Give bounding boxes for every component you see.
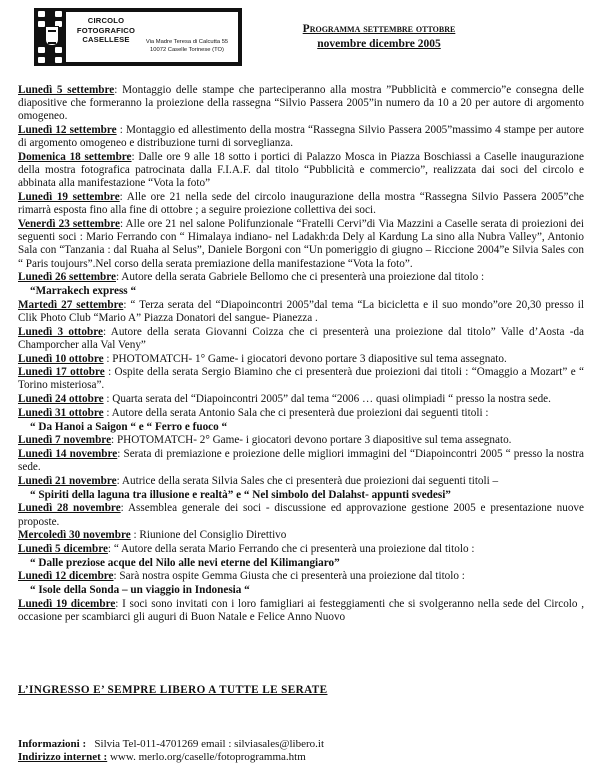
programme-entry	[18, 366, 584, 392]
club-logo	[34, 8, 242, 66]
entry-title: “ Spiriti della laguna tra illusione e realtà” e “ Nel simbolo del Dalahst- appunti svedesi”	[30, 488, 451, 501]
entry-date: Lunedì 14 novembre	[18, 447, 118, 460]
entry-date: Lunedì 17 ottobre	[18, 366, 105, 379]
programme-entry	[18, 529, 584, 542]
entry-title: “ Dalle preziose acque del Nilo alle nevi eterne del Kilimangiaro”	[30, 556, 340, 569]
entry-title: “ Da Hanoi a Saigon “ e “ Ferro e fuoco “	[30, 420, 228, 433]
programme-entry	[18, 393, 584, 406]
entry-text: : Alle ore 21 nella sede del circolo inaugurazione della mostra “Rassegna Silvio Passera 2005”che rimarrà esposta fino alla fine di ottobre ; a seguire proiezione collettiva dei soci.	[18, 191, 585, 217]
entry-text: : Autore della serata Giovanni Coizza che ci presenterà una proiezione dal titolo” Valle d’Aosta -da Champorcher alla Val Veny”	[18, 325, 585, 351]
entry-text: : Autore della serata Gabriele Bellomo che ci presenterà una proiezione dal titolo :	[116, 271, 485, 284]
programme-entry	[18, 448, 584, 474]
info-value: Silvia Tel-011-4701269 email : silviasales@libero.it	[94, 738, 325, 750]
entry-date: Lunedì 12 settembre	[18, 124, 117, 137]
free-entry-notice: L’INGRESSO E’ SEMPRE LIBERO A TUTTE LE SERATE	[18, 684, 328, 696]
club-address: Via Madre Teresa di Calcutta 55 10072 Caselle Torinese (TO)	[145, 39, 229, 53]
entry-date: Lunedì 21 novembre	[18, 474, 117, 487]
programme-entry	[18, 84, 584, 124]
entry-date: Lunedì 31 ottobre	[18, 406, 104, 419]
programme-entry	[18, 191, 584, 217]
entry-date: Lunedì 3 ottobre	[18, 325, 103, 338]
entry-text: : Dalle ore 9 alle 18 sotto i portici di Palazzo Mosca in Piazza Boschiassi a Caselle inaugurazione della mostra fotografica patrocinata dalla F.I.A.F. dal titolo “Pubblicità e commercio”, realizzata dai soci del circolo e abbinata alla manifestazione “Vota la foto”	[18, 151, 584, 190]
entry-date: Lunedì 10 ottobre	[18, 352, 104, 365]
page-title: Programma settembre ottobre novembre dicembre 2005	[302, 23, 456, 50]
programme-entry	[18, 124, 584, 150]
entry-text: : Riunione del Consiglio Direttivo	[130, 529, 287, 542]
entry-text: : PHOTOMATCH- 2° Game- i giocatori devono portare 3 diapositive sul tema assegnato.	[111, 434, 512, 447]
programme-entry	[18, 151, 584, 191]
entry-text: : Assemblea generale dei soci - discussione ed approvazione gestione 2005 e presentazione nuove proposte.	[18, 502, 584, 528]
entry-text: : Montaggio delle stampe che parteciperanno alla mostra ”Pubblicità e commercio”e consegna delle diapositive che formeranno la proiezione della rassegna “Silvio Passera 2005”in numero da 10 a 20 per autore di argomento omogeneo.	[18, 84, 585, 123]
entry-text: : Autore della serata Antonio Sala che ci presenterà due proiezioni dai seguenti titoli :	[103, 406, 489, 419]
entry-date: Venerdì 23 settembre	[18, 218, 120, 231]
entry-text: : “ Autore della serata Mario Ferrando che ci presenterà una proiezione dal titolo :	[107, 542, 475, 555]
entry-date: Lunedì 26 settembre	[18, 271, 116, 284]
web-link[interactable]: www. merlo.org/caselle/fotoprogramma.htm	[109, 750, 306, 763]
entry-date: Lunedì 5 settembre	[18, 84, 115, 96]
entry-text: : Autrice della serata Silvia Sales che ci presenterà due proiezioni dai seguenti titoli –	[116, 474, 499, 487]
entry-text: : Sarà nostra ospite Gemma Giusta che ci presenterà una proiezione dal titolo :	[113, 570, 465, 583]
programme-entry	[18, 326, 584, 352]
programme-entry	[18, 543, 584, 556]
entry-text: : Montaggio ed allestimento della mostra “Rassegna Silvio Passera 2005”massimo 4 stampe per autore di argomento omogeneo e distribuzione turni di sorveglianza.	[18, 124, 584, 150]
entry-text: : PHOTOMATCH- 1° Game- i giocatori devono portare 3 diapositive sul tema assegnato.	[103, 352, 507, 365]
entry-text: : Quarta serata del “Diapoincontri 2005” dal tema “2006 … quasi olimpiadi “ presso la nostra sede.	[103, 393, 551, 406]
programme-entry	[18, 502, 584, 528]
entry-title: “ Isole della Sonda – un viaggio in Indonesia “	[30, 584, 250, 597]
entry-date: Martedì 27 settembre	[18, 298, 124, 311]
entry-title: “Marrakech express “	[30, 285, 137, 298]
film-strip-graphic	[34, 8, 66, 66]
programme-entry	[18, 570, 584, 583]
programme-entry	[18, 434, 584, 447]
entry-text: : Serata di premiazione e proiezione delle migliori immagini del “Diapoincontri 2005 “ presso la nostra sede.	[18, 447, 584, 474]
info-label: Informazioni :	[18, 738, 87, 750]
entry-text: : “ Terza serata del “Diapoincontri 2005”dal tema “La bicicletta e il suo mondo”ore 20,30 presso il Clik Photo Club “Mario A” Piazza Donatori del sangue- Pianezza .	[18, 298, 584, 324]
entry-text: : Ospite della serata Sergio Biamino che ci presenterà due proiezioni dai titoli : “Omaggio a Mozart” e “ Torino misteriosa”.	[18, 366, 584, 392]
programme-entry	[18, 598, 584, 624]
entry-date: Lunedì 19 settembre	[18, 191, 120, 204]
programme-entry	[18, 475, 584, 488]
programme-entry	[18, 218, 584, 271]
entry-text: : Alle ore 21 nel salone Polifunzionale “Fratelli Cervi”di Via Mazzini a Caselle serata di proiezioni dei seguenti soci : Mario Ferrando con “ Himalaya indiano- nel Ladakh:da Dely al Kardung La sino alla Nubra Valley”, Antonio Sala con “Tanzania : dal Ruaha al Selus”, Daniele Borgoni con “Un pomeriggio di giugno – Riccione 2004”e Silvia Sales con “ Paris toujours”.Nel corso della serata premiazione della manifestazione “Vota la foto”.	[18, 218, 584, 270]
programme-entry	[18, 299, 584, 325]
entry-date: Lunedì 7 novembre	[18, 434, 112, 447]
web-label: Indirizzo internet :	[18, 750, 108, 763]
programme-entry	[18, 353, 584, 366]
crest-icon	[45, 26, 59, 46]
programme-entry	[18, 407, 584, 420]
entry-date: Domenica 18 settembre	[18, 151, 132, 164]
entry-date: Lunedì 12 dicembre	[18, 570, 114, 583]
entry-date: Lunedì 19 dicembre	[18, 597, 116, 610]
contact-info	[18, 738, 324, 763]
entry-text: : I soci sono invitati con i loro famigliari ai festeggiamenti che si svolgeranno nella sede del Circolo , occasione per scambiarci gli auguri di Buon Natale e Felice Anno Nuovo	[18, 597, 584, 623]
entry-date: Lunedì 24 ottobre	[18, 393, 104, 406]
programme-entry	[18, 271, 584, 284]
entry-date: Lunedì 5 dicembre	[18, 542, 108, 555]
entry-date: Lunedì 28 novembre	[18, 502, 121, 515]
club-name: CIRCOLO FOTOGRAFICO CASELLESE	[76, 16, 136, 44]
entry-date: Mercoledì 30 novembre	[18, 529, 131, 542]
programme-list	[18, 84, 584, 625]
